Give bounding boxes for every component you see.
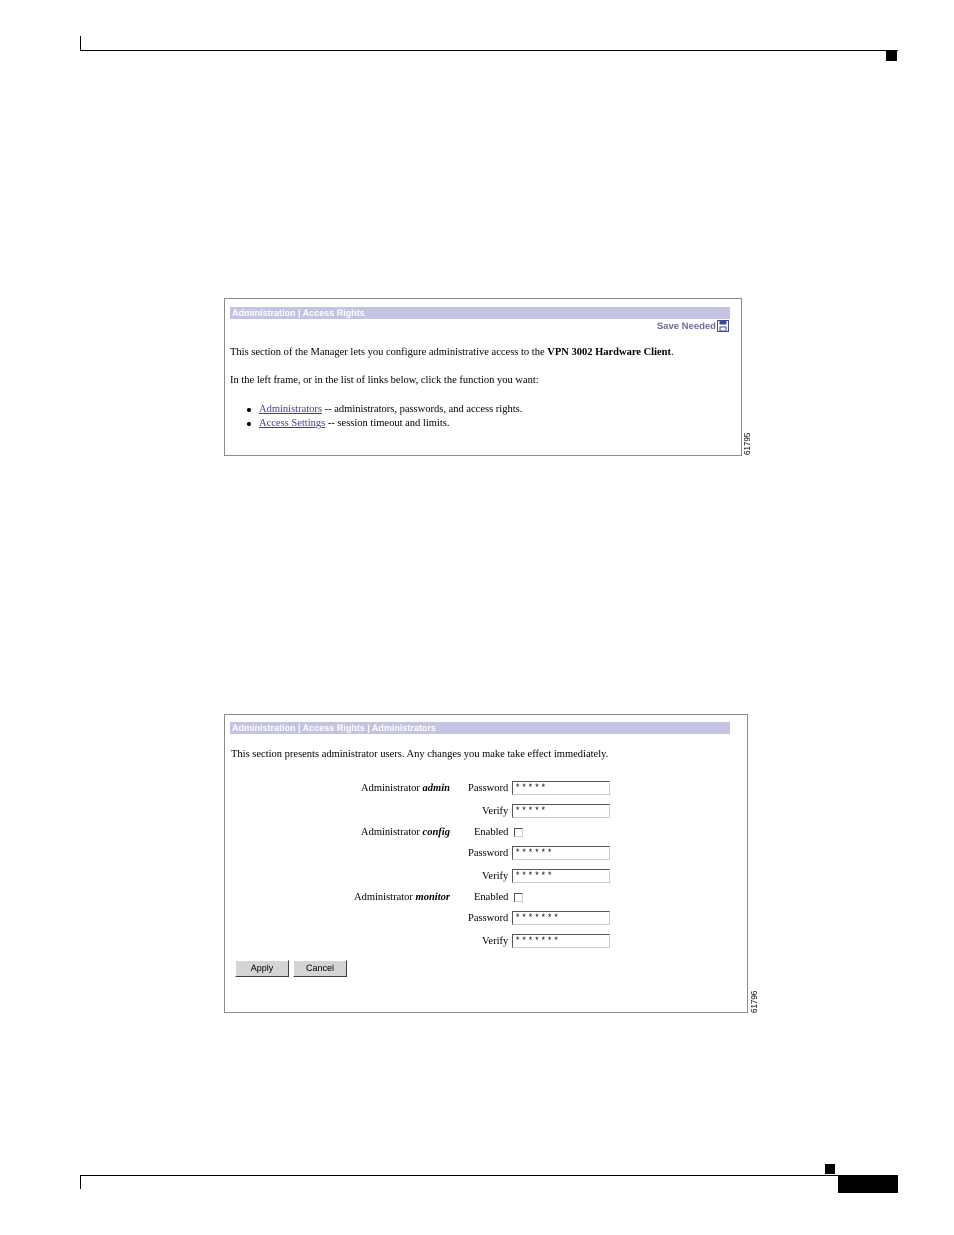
enabled-label: Enabled <box>474 892 509 903</box>
intro-text: This section presents administrator users. Any changes you make take effect immediately. <box>231 749 609 760</box>
intro-suffix: . <box>671 347 674 358</box>
enabled-label: Enabled <box>474 827 509 838</box>
save-needed-button[interactable] <box>657 320 729 332</box>
footer-marker <box>825 1164 835 1174</box>
breadcrumb: Administration | Access Rights | Administrators <box>232 723 436 733</box>
cancel-button[interactable]: Cancel <box>293 960 347 977</box>
admin-label <box>361 783 450 794</box>
breadcrumb-bar <box>230 307 730 319</box>
list-item <box>245 403 522 417</box>
list-item <box>245 417 522 431</box>
header-rule <box>80 50 898 51</box>
floppy-disk-icon <box>717 320 729 332</box>
link-description: -- session timeout and limits. <box>325 418 450 429</box>
config-password-input[interactable]: ****** <box>512 846 610 860</box>
header-tick <box>80 36 81 51</box>
admin-name: admin <box>422 783 450 794</box>
intro-text <box>230 347 674 358</box>
admin-verify-input[interactable]: ***** <box>512 804 610 818</box>
password-label: Password <box>468 783 509 794</box>
monitor-verify-input[interactable]: ******* <box>512 934 610 948</box>
footer-page-tab <box>838 1175 898 1193</box>
breadcrumb: Administration | Access Rights <box>232 308 365 318</box>
footer-rule <box>80 1175 898 1176</box>
admin-name: monitor <box>415 892 450 903</box>
save-needed-label: Save Needed <box>656 320 716 332</box>
config-enabled-checkbox[interactable] <box>514 828 523 837</box>
config-verify-input[interactable]: ****** <box>512 869 610 883</box>
admin-password-input[interactable]: ***** <box>512 781 610 795</box>
administrators-screen <box>224 714 759 1013</box>
breadcrumb-bar <box>230 722 730 734</box>
figure-number: 61795 <box>743 432 752 455</box>
config-label <box>361 827 450 838</box>
admin-name: config <box>422 827 450 838</box>
link-description: -- administrators, passwords, and access rights. <box>322 404 523 415</box>
access-rights-screen <box>224 298 752 456</box>
intro-prefix: This section of the Manager lets you configure administrative access to the <box>230 347 548 358</box>
admin-prefix: Administrator <box>361 783 423 794</box>
monitor-enabled-checkbox[interactable] <box>514 893 523 902</box>
admin-prefix: Administrator <box>361 827 423 838</box>
verify-label: Verify <box>482 806 509 817</box>
monitor-label <box>354 892 450 903</box>
intro-product: VPN 3002 Hardware Client <box>547 347 671 358</box>
header-marker <box>886 50 897 61</box>
password-label: Password <box>468 848 509 859</box>
verify-label: Verify <box>482 871 509 882</box>
password-label: Password <box>468 913 509 924</box>
access-settings-link[interactable]: Access Settings <box>259 418 326 429</box>
monitor-password-input[interactable]: ******* <box>512 911 610 925</box>
figure-number: 61796 <box>750 990 759 1013</box>
administrators-link[interactable]: Administrators <box>259 404 322 415</box>
verify-label: Verify <box>482 936 509 947</box>
admin-prefix: Administrator <box>354 892 416 903</box>
function-link-list <box>245 403 522 431</box>
apply-button[interactable]: Apply <box>235 960 289 977</box>
footer-tick <box>80 1175 81 1189</box>
instruction-text: In the left frame, or in the list of links below, click the function you want: <box>230 375 539 386</box>
